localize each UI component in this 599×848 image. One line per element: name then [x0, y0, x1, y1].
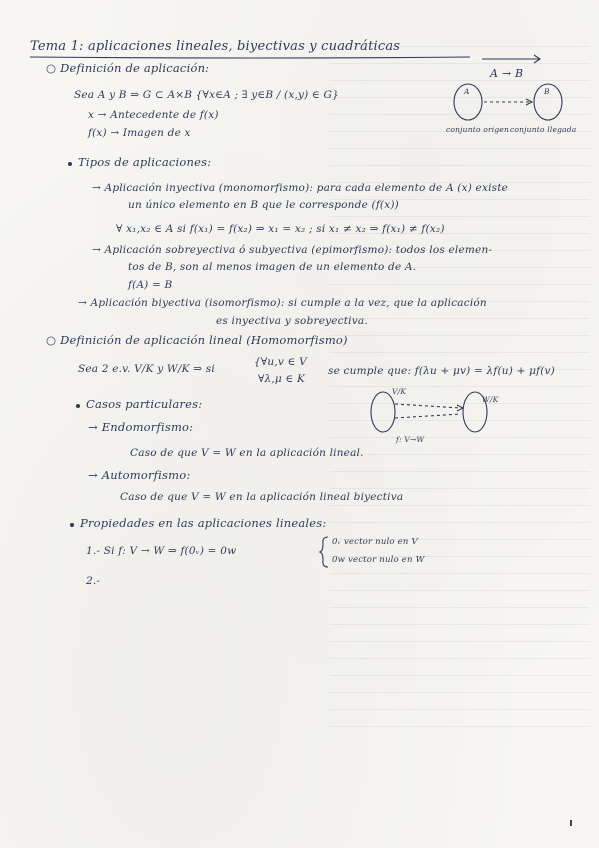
vk-label: V/K	[392, 387, 407, 396]
corner-arrow-sketch	[480, 52, 550, 66]
wk-label: W/K	[482, 395, 499, 404]
s3-line1b: {∀u,v ∈ V	[254, 356, 307, 368]
bijective-line-1: → Aplicación biyectiva (isomorfismo): si cumple a la vez, que la aplicación	[78, 297, 487, 309]
s1-line2: x → Antecedente de f(x)	[88, 109, 219, 121]
s1-heading: ○ Definición de aplicación:	[46, 61, 210, 75]
map-label: f: V→W	[396, 435, 425, 444]
auto-desc: Caso de que V = W en la aplicación lineal biyectiva	[120, 491, 404, 503]
page-title: Tema 1: aplicaciones lineales, biyectivas y cuadráticas	[30, 39, 401, 54]
property-1-note-1: 0ᵥ vector nulo en V	[332, 537, 418, 547]
surjective-line-1: → Aplicación sobreyectiva ó subyectiva (epimorfismo): todos los elemen-	[92, 244, 493, 256]
origin-set-label: conjunto origen	[446, 125, 510, 134]
set-b-label: B	[544, 87, 550, 96]
endo-desc: Caso de que V = W en la aplicación lineal.	[130, 447, 364, 459]
surjective-line-3: f(A) = B	[128, 279, 173, 291]
s2-bullet	[68, 162, 72, 166]
target-set-label: conjunto llegada	[510, 125, 577, 134]
injective-line-1: → Aplicación inyectiva (monomorfismo): para cada elemento de A (x) existe	[92, 182, 509, 194]
s3-line1d: se cumple que: f(λu + μv) = λf(u) + μf(v)	[328, 365, 555, 377]
property-1-note-2: 0w vector nulo en W	[332, 555, 425, 565]
property-1: 1.- Si f: V → W ⇒ f(0ᵥ) = 0w	[86, 545, 237, 557]
s4-heading: Casos particulares:	[86, 397, 203, 411]
s2-heading: Tipos de aplicaciones:	[78, 155, 212, 169]
s3-line1a: Sea 2 e.v. V/K y W/K ⇒ si	[78, 363, 215, 375]
injective-line-2: un único elemento en B que le corresponde (f(x))	[128, 199, 399, 211]
endo-title: → Endomorfismo:	[88, 420, 194, 434]
s5-heading: Propiedades en las aplicaciones lineales:	[80, 516, 327, 530]
s3-heading: ○ Definición de aplicación lineal (Homomorfismo)	[46, 333, 348, 347]
surjective-line-2: tos de B, son al menos imagen de un elemento de A.	[128, 261, 417, 273]
s4-bullet	[76, 404, 80, 408]
property-2: 2.-	[86, 575, 101, 587]
s5-bullet	[70, 523, 74, 527]
set-a-label: A	[464, 87, 470, 96]
page-corner-mark	[570, 820, 572, 826]
s3-line1c: ∀λ,μ ∈ K	[258, 373, 306, 385]
s1-line3: f(x) → Imagen de x	[88, 127, 191, 139]
corner-note: A → B	[490, 67, 524, 80]
property-1-brace	[320, 536, 330, 568]
auto-title: → Automorfismo:	[88, 468, 191, 482]
s1-line1: Sea A y B ⇒ G ⊂ A×B {∀x∈A ; ∃ y∈B / (x,y) ∈ G}	[74, 89, 339, 101]
bijective-line-2: es inyectiva y sobreyectiva.	[216, 315, 368, 327]
injective-line-3: ∀ x₁,x₂ ∈ A si f(x₁) = f(x₂) ⇒ x₁ = x₂ ; si x₁ ≠ x₂ ⇒ f(x₁) ≠ f(x₂)	[116, 223, 445, 235]
